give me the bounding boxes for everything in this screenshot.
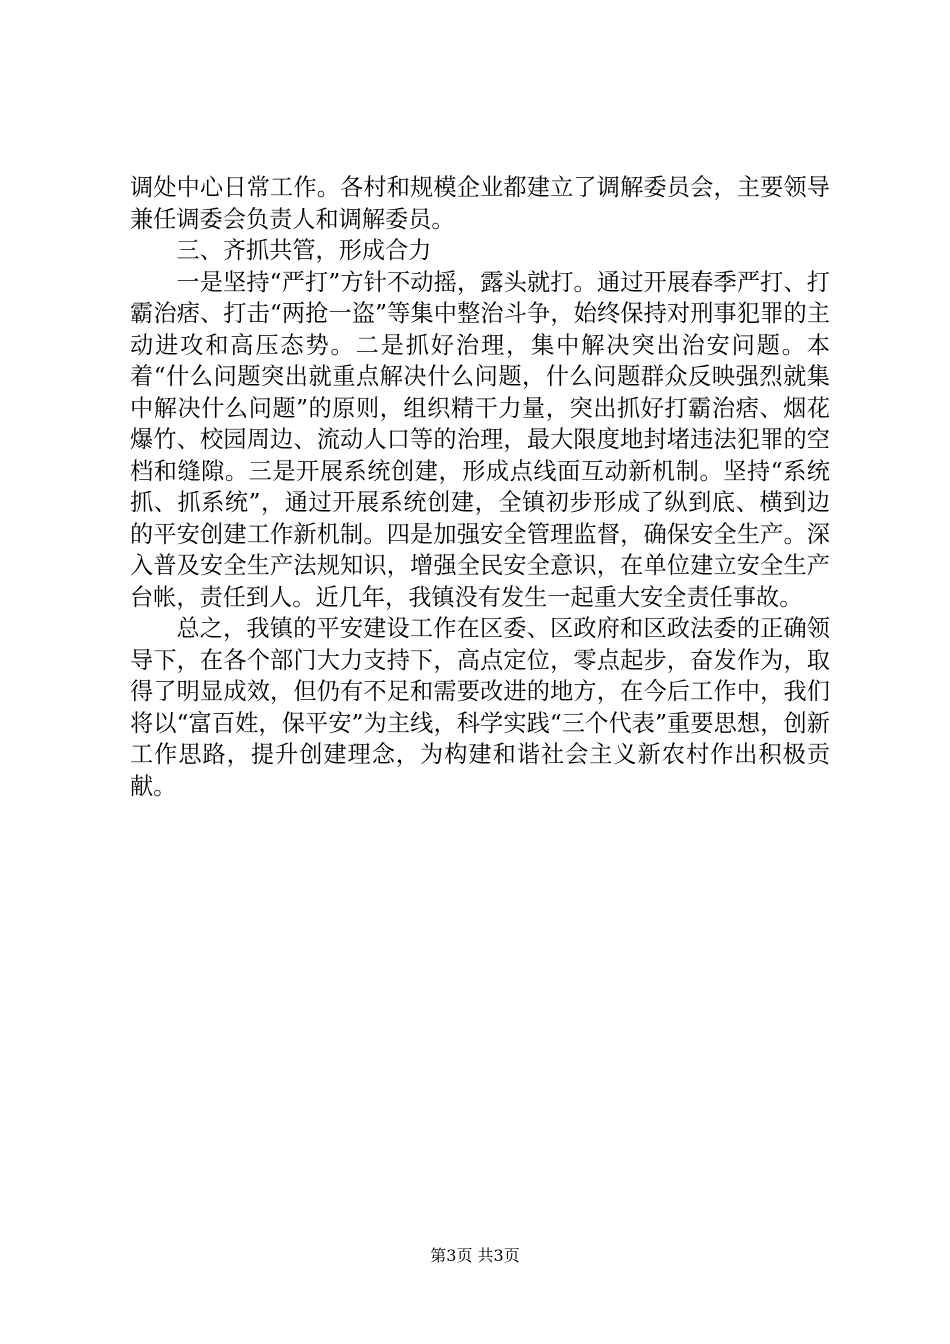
page-number-footer: 第3页 共3页 [430,1246,520,1265]
paragraph-continued: 调处中心日常工作。各村和规模企业都建立了调解委员会，主要领导兼任调委会负责人和调解委员。 [130,174,830,233]
paragraph-conclusion: 总之，我镇的平安建设工作在区委、区政府和区政法委的正确领导下，在各个部门大力支持下，高点定位，零点起步，奋发作为，取得了明显成效，但仍有不足和需要改进的地方，在今后工作中，我们将以“富百姓，保平安”为主线，科学实践“三个代表”重要思想，创新工作思路，提升创建理念，为构建和谐社会主义新农村作出积极贡献。 [130,615,830,800]
paragraph-measures: 一是坚持“严打”方针不动摇，露头就打。通过开展春季严打、打霸治痞、打击“两抢一盗”等集中整治斗争，始终保持对刑事犯罪的主动进攻和高压态势。二是抓好治理，集中解决突出治安问题。本着“什么问题突出就重点解决什么问题，什么问题群众反映强烈就集中解决什么问题”的原则，组织精干力量，突出抓好打霸治痞、烟花爆竹、校园周边、流动人口等的治理，最大限度地封堵违法犯罪的空档和缝隙。三是开展系统创建，形成点线面互动新机制。坚持“系统抓、抓系统”，通过开展系统创建，全镇初步形成了纵到底、横到边的平安创建工作新机制。四是加强安全管理监督，确保安全生产。深入普及安全生产法规知识，增强全民安全意识，在单位建立安全生产台帐，责任到人。近几年，我镇没有发生一起重大安全责任事故。 [130,268,830,611]
section-heading-3: 三、齐抓共管，形成合力 [176,237,432,264]
document-body [130,172,830,802]
